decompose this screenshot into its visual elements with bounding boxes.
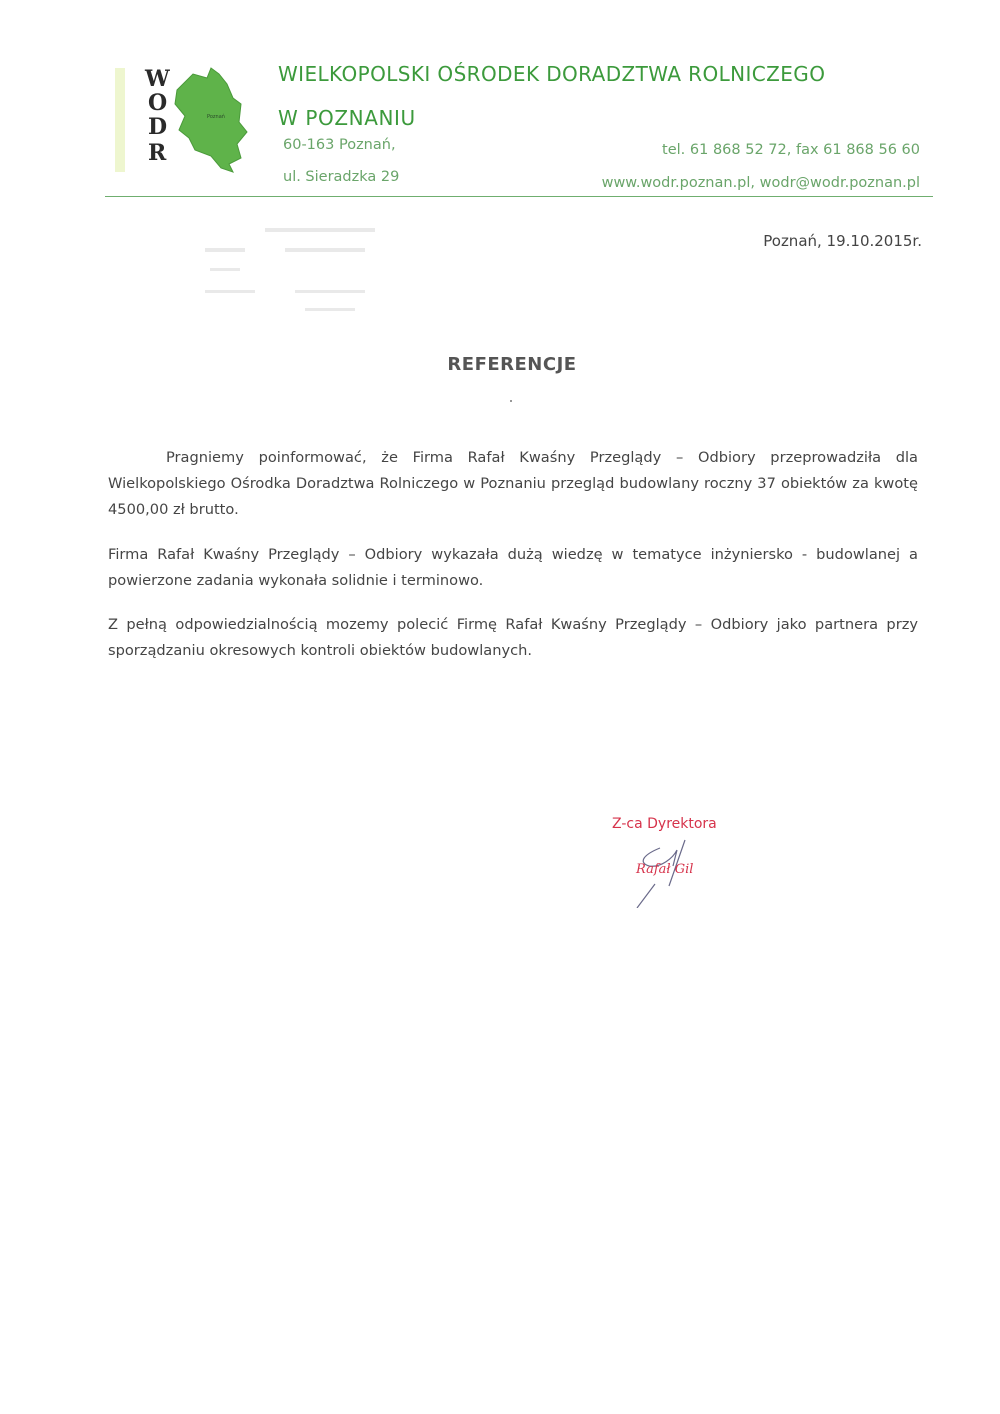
paragraph-2: Firma Rafał Kwaśny Przeglądy – Odbiory wykazała dużą wiedzę w tematyce inżyniersko - budowlanej a powierzone zadania wykonała solidnie i terminowo.	[108, 546, 918, 589]
logo-map-label: Poznań	[207, 114, 225, 120]
paragraph-3: Z pełną odpowiedzialnością mozemy polecić Firmę Rafał Kwaśny Przeglądy – Odbiory jako partnera przy sporządzaniu okresowych kontroli obiektów budowlanych.	[108, 616, 918, 659]
svg-text:R: R	[148, 140, 167, 166]
svg-text:O: O	[148, 90, 168, 116]
svg-text:W: W	[145, 66, 170, 92]
stamp-name: Rafał Gil	[636, 862, 694, 877]
stamp-title: Z-ca Dyrektora	[612, 816, 717, 832]
stray-dot	[510, 400, 512, 402]
header-divider	[105, 196, 933, 197]
letter-date: Poznań, 19.10.2015r.	[763, 232, 922, 250]
bleed-through-marks	[195, 220, 385, 315]
phone-fax: tel. 61 868 52 72, fax 61 868 56 60	[662, 142, 920, 158]
web-email: www.wodr.poznan.pl, wodr@wodr.poznan.pl	[601, 175, 920, 191]
postal-address: 60-163 Poznań,	[283, 137, 396, 153]
organization-name: WIELKOPOLSKI OŚRODEK DORADZTWA ROLNICZEGO	[278, 62, 826, 86]
organization-city: W POZNANIU	[278, 106, 416, 130]
letter-title: REFERENCJE	[447, 354, 577, 375]
svg-text:D: D	[148, 114, 168, 140]
wodr-logo	[115, 60, 265, 180]
paragraph-1: Pragniemy poinformować, że Firma Rafał Kwaśny Przeglądy – Odbiory przeprowadziła dla Wielkopolskiego Ośrodka Doradztwa Rolniczego w Poznaniu przegląd budowlany roczny 37 obiektów za kwotę 4500,00 zł brutto.	[108, 449, 918, 518]
street-address: ul. Sieradzka 29	[283, 169, 400, 185]
